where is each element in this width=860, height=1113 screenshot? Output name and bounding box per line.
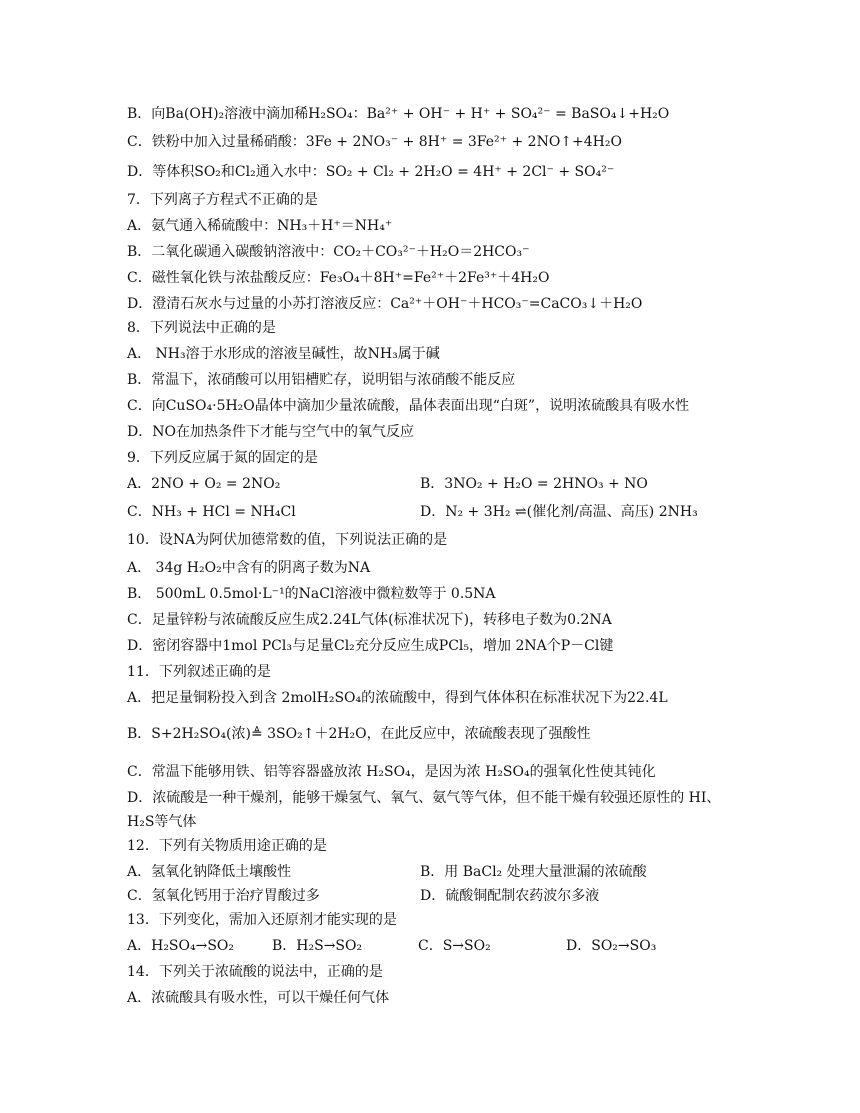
q14-stem: 14．下列关于浓硫酸的说法中，正确的是 <box>127 964 383 980</box>
q10-stem: 10．设NA为阿伏加德常数的值，下列说法正确的是 <box>127 532 448 548</box>
q7-option-b: B．二氧化碳通入碳酸钠溶液中：CO₂＋CO₃²⁻＋H₂O＝2HCO₃⁻ <box>127 244 530 260</box>
q10-option-a: A． 34g H₂O₂中含有的阴离子数为NA <box>127 560 371 576</box>
q13-option-d: D．SO₂→SO₃ <box>566 938 657 954</box>
q13-stem: 13．下列变化，需加入还原剂才能实现的是 <box>127 912 397 928</box>
q7-option-c: C．磁性氧化铁与浓盐酸反应：Fe₃O₄＋8H⁺=Fe²⁺＋2Fe³⁺＋4H₂O <box>127 270 550 286</box>
q11-option-a: A．把足量铜粉投入到含 2molH₂SO₄的浓硫酸中，得到气体体积在标准状况下为22.4L <box>127 690 668 706</box>
q9-option-c: C．NH₃ + HCl = NH₄Cl <box>127 504 296 520</box>
q10-option-d: D．密闭容器中1mol PCl₃与足量Cl₂充分反应生成PCl₅，增加 2NA个P－Cl键 <box>127 638 614 654</box>
q13-option-a: A．H₂SO₄→SO₂ <box>127 938 235 954</box>
q10-option-b: B． 500mL 0.5mol·L⁻¹的NaCl溶液中微粒数等于 0.5NA <box>127 586 496 602</box>
q12-option-d: D．硫酸铜配制农药波尔多液 <box>420 888 600 904</box>
q12-option-c: C．氢氧化钙用于治疗胃酸过多 <box>127 888 320 904</box>
q8-stem: 8．下列说法中正确的是 <box>127 320 276 336</box>
q13-option-b: B．H₂S→SO₂ <box>272 938 363 954</box>
q11-option-d-cont: H₂S等气体 <box>127 814 197 830</box>
q10-option-c: C．足量锌粉与浓硫酸反应生成2.24L气体(标准状况下)，转移电子数为0.2NA <box>127 612 612 628</box>
q9-stem: 9．下列反应属于氮的固定的是 <box>127 450 318 466</box>
q13-option-c: C．S→SO₂ <box>418 938 491 954</box>
q14-option-a: A．浓硫酸具有吸水性，可以干燥任何气体 <box>127 990 390 1006</box>
q11-option-c: C．常温下能够用铁、铝等容器盛放浓 H₂SO₄，是因为浓 H₂SO₄的强氧化性使其钝化 <box>127 764 656 780</box>
q8-option-d: D．NO在加热条件下才能与空气中的氧气反应 <box>127 424 414 440</box>
q9-option-b: B．3NO₂ + H₂O = 2HNO₃ + NO <box>420 476 648 492</box>
q8-option-a: A． NH₃溶于水形成的溶液呈碱性，故NH₃属于碱 <box>127 346 440 362</box>
q9-option-d: D．N₂ + 3H₂ ⇌(催化剂/高温、高压) 2NH₃ <box>420 504 698 520</box>
q6-option-c: C．铁粉中加入过量稀硝酸：3Fe + 2NO₃⁻ + 8H⁺ = 3Fe²⁺ + 2NO↑+4H₂O <box>127 134 622 150</box>
q11-stem: 11．下列叙述正确的是 <box>127 664 271 680</box>
q11-option-b: B．S+2H₂SO₄(浓)≜ 3SO₂↑＋2H₂O，在此反应中，浓硫酸表现了强酸性 <box>127 726 591 742</box>
q12-stem: 12．下列有关物质用途正确的是 <box>127 838 327 854</box>
q9-option-a: A．2NO + O₂ = 2NO₂ <box>127 476 281 492</box>
q11-option-d: D．浓硫酸是一种干燥剂，能够干燥氢气、氧气、氨气等气体，但不能干燥有较强还原性的 HI、 <box>127 790 721 806</box>
q6-option-d: D．等体积SO₂和Cl₂通入水中：SO₂ + Cl₂ + 2H₂O = 4H⁺ + 2Cl⁻ + SO₄²⁻ <box>127 164 615 180</box>
q12-option-b: B．用 BaCl₂ 处理大量泄漏的浓硫酸 <box>420 864 647 880</box>
q6-option-b: B．向Ba(OH)₂溶液中滴加稀H₂SO₄：Ba²⁺ + OH⁻ + H⁺ + SO₄²⁻ = BaSO₄↓+H₂O <box>127 106 670 122</box>
q7-option-a: A．氨气通入稀硫酸中：NH₃＋H⁺＝NH₄⁺ <box>127 218 393 234</box>
q8-option-c: C．向CuSO₄·5H₂O晶体中滴加少量浓硫酸，晶体表面出现“白斑”，说明浓硫酸具有吸水性 <box>127 398 690 414</box>
q8-option-b: B．常温下，浓硝酸可以用铝槽贮存，说明铝与浓硝酸不能反应 <box>127 372 516 388</box>
q7-stem: 7．下列离子方程式不正确的是 <box>127 192 318 208</box>
q12-option-a: A．氢氧化钠降低土壤酸性 <box>127 864 292 880</box>
q7-option-d: D．澄清石灰水与过量的小苏打溶液反应：Ca²⁺＋OH⁻＋HCO₃⁻=CaCO₃↓＋H₂O <box>127 296 643 312</box>
